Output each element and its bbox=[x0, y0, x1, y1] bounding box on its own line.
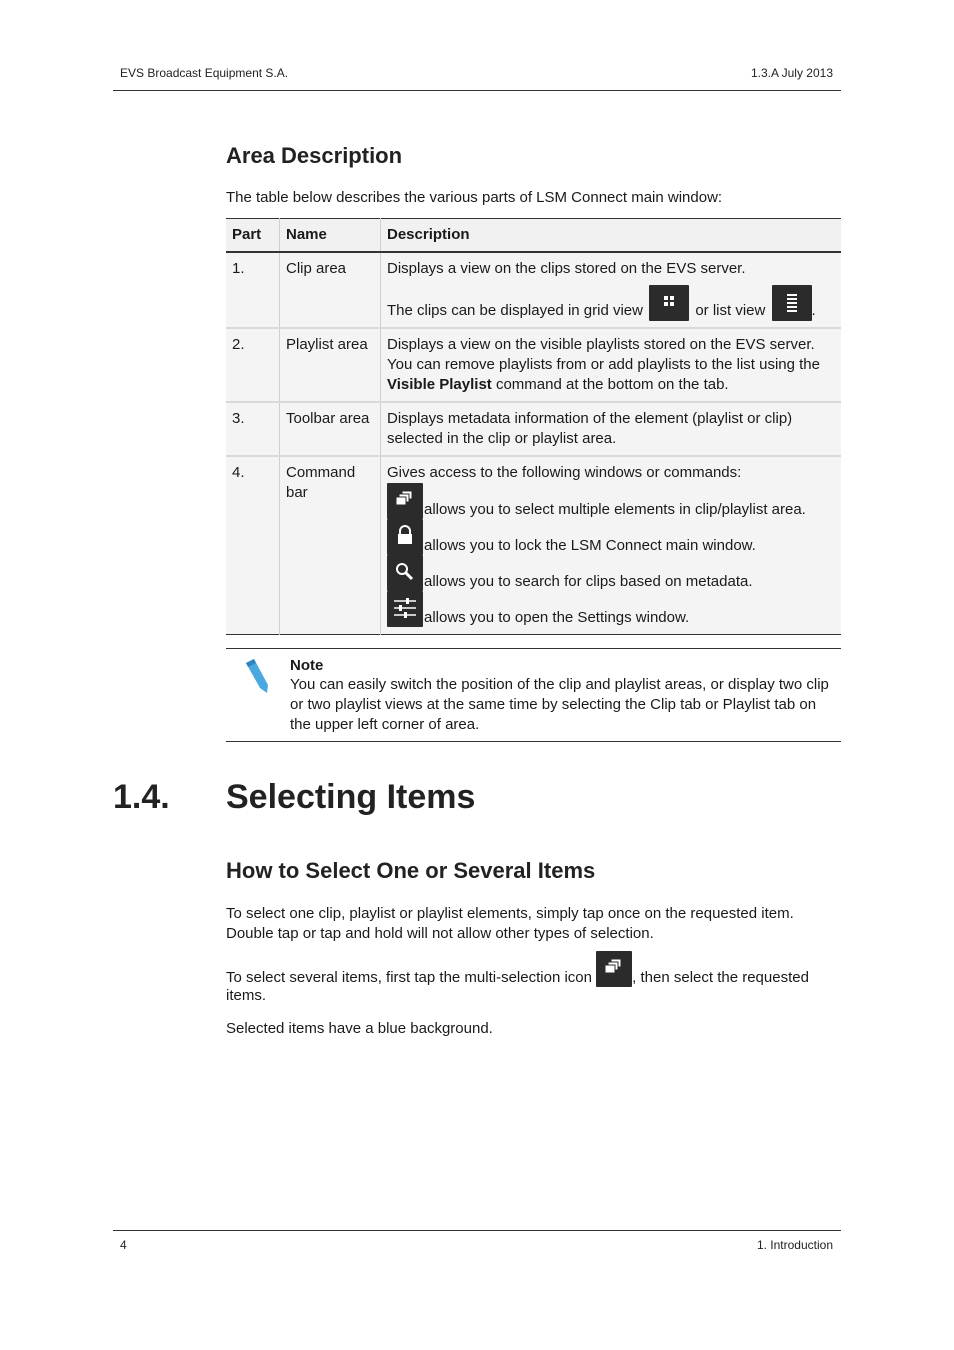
footer-rule bbox=[113, 1230, 841, 1231]
col-name: Name bbox=[280, 219, 381, 253]
table-row bbox=[226, 456, 841, 635]
select-para-2 bbox=[226, 951, 841, 1005]
select-para-1: To select one clip, playlist or playlist elements, simply tap once on the requested item. Double tap or tap and hold will not allow other types of selection. bbox=[226, 905, 794, 942]
table-row bbox=[226, 402, 841, 456]
row-part: 3. bbox=[226, 402, 280, 456]
note-box bbox=[226, 648, 841, 742]
grid-view-icon bbox=[649, 285, 689, 321]
multi-select-icon bbox=[387, 483, 423, 519]
row-description bbox=[381, 252, 842, 328]
area-intro: The table below describes the various parts of LSM Connect main window: bbox=[226, 189, 723, 206]
command-text: allows you to open the Settings window. bbox=[424, 609, 690, 626]
row-name: Toolbar area bbox=[280, 402, 381, 456]
pencil-icon bbox=[242, 655, 274, 700]
command-text: allows you to select multiple elements in clip/playlist area. bbox=[424, 501, 806, 518]
row-description bbox=[381, 328, 842, 402]
command-text: allows you to lock the LSM Connect main window. bbox=[424, 537, 756, 554]
list-view-icon bbox=[772, 285, 812, 321]
row-description: Displays metadata information of the element (playlist or clip) selected in the clip or playlist area. bbox=[387, 410, 793, 447]
desc-text: The clips can be displayed in grid view bbox=[387, 302, 643, 319]
command-settings bbox=[387, 591, 835, 627]
desc-text: . bbox=[811, 302, 816, 319]
select-section-heading: How to Select One or Several Items bbox=[226, 858, 596, 883]
desc-text: command at the bottom on the tab. bbox=[491, 376, 729, 393]
chapter-number: 1.4. bbox=[113, 778, 170, 816]
view-modes-line bbox=[387, 285, 835, 321]
desc-line: Displays a view on the clips stored on the EVS server. bbox=[387, 260, 746, 277]
note-label: Note bbox=[290, 657, 324, 674]
header-rule bbox=[113, 90, 841, 91]
para-text: To select several items, first tap the multi-selection icon bbox=[226, 969, 592, 986]
command-multi-select bbox=[387, 483, 835, 519]
row-name: Clip area bbox=[280, 252, 381, 328]
row-part: 2. bbox=[226, 328, 280, 402]
command-text: allows you to search for clips based on metadata. bbox=[424, 573, 753, 590]
header-left: EVS Broadcast Equipment S.A. bbox=[120, 66, 289, 80]
footer-chapter: 1. Introduction bbox=[756, 1238, 833, 1252]
row-part: 4. bbox=[226, 456, 280, 635]
lock-icon bbox=[387, 519, 423, 555]
multi-select-icon bbox=[596, 951, 632, 987]
command-lock bbox=[387, 519, 835, 555]
header-right: 1.3.A July 2013 bbox=[750, 66, 833, 80]
row-name: Playlist area bbox=[280, 328, 381, 402]
para-text: , then select the requested items. bbox=[226, 969, 809, 1004]
area-description-heading: Area Description bbox=[226, 143, 403, 168]
page-number: 4 bbox=[120, 1238, 127, 1252]
chapter-title: Selecting Items bbox=[226, 778, 476, 816]
note-text: You can easily switch the position of the clip and playlist areas, or display two clip or two playlist views at the same time by selecting the Clip tab or Playlist tab on the upper left corner of area. bbox=[290, 676, 829, 733]
desc-text: or list view bbox=[695, 302, 766, 319]
row-description bbox=[381, 456, 842, 635]
desc-line: Gives access to the following windows or commands: bbox=[387, 464, 742, 481]
row-name: Command bar bbox=[280, 456, 381, 635]
col-part: Part bbox=[226, 219, 280, 253]
desc-text: Displays a view on the visible playlists stored on the EVS server. You can remove playlists from or add playlists to the list using the bbox=[387, 336, 820, 373]
select-para-3: Selected items have a blue background. bbox=[226, 1020, 493, 1037]
visible-playlist-command: Visible Playlist bbox=[387, 376, 492, 393]
col-description: Description bbox=[387, 226, 470, 243]
search-icon bbox=[387, 555, 423, 591]
table-row bbox=[226, 328, 841, 402]
table-header-row bbox=[226, 219, 841, 253]
area-table bbox=[226, 218, 841, 635]
table-row bbox=[226, 252, 841, 328]
command-search bbox=[387, 555, 835, 591]
row-part: 1. bbox=[226, 252, 280, 328]
settings-sliders-icon bbox=[387, 591, 423, 627]
